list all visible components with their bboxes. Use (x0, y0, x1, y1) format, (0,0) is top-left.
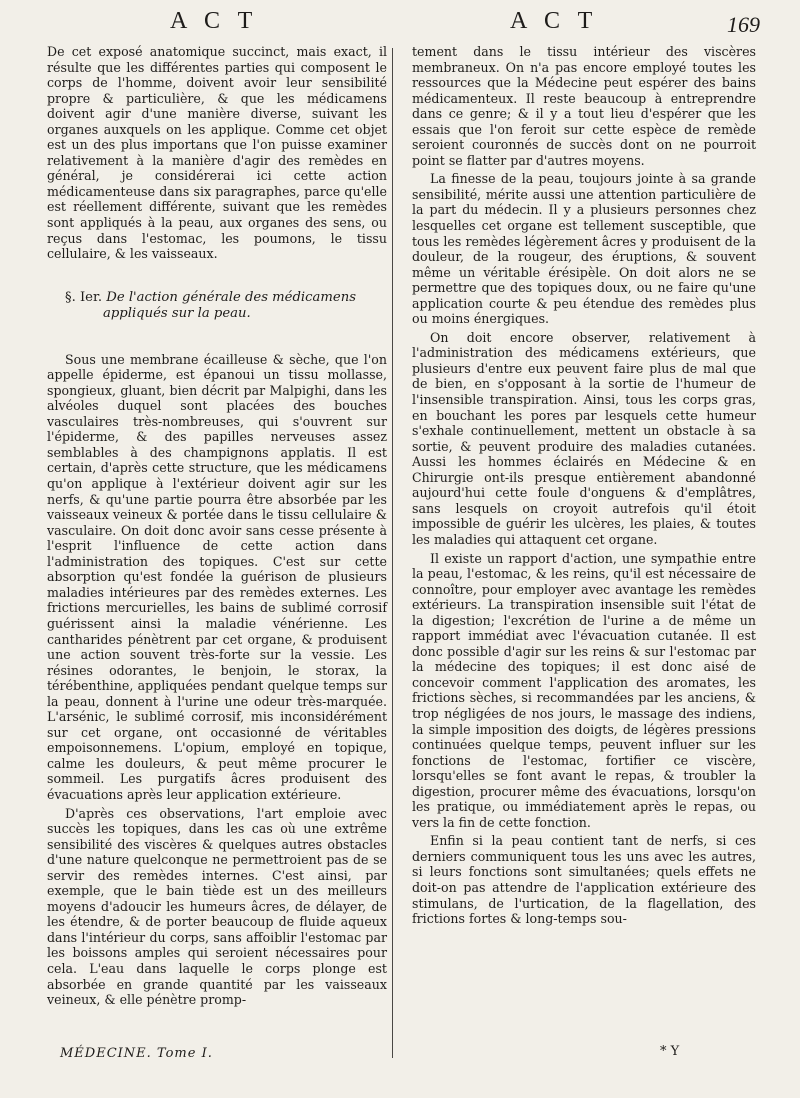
right-column (412, 44, 756, 927)
paragraph: tement dans le tissu intérieur des viscères membraneux. On n'a pas encore employé toutes les ressources que la Médecine peut espérer des bains médicamenteux. Il reste beaucoup à entreprendre dans ce genre; & il y a tout lieu d'espérer que les essais que l'on feroit sur cette espèce de remède seroient couronnés de succès dont on ne pourroit point se flatter par d'autres moyens. (412, 44, 756, 168)
running-head-right: A C T (510, 8, 599, 34)
section-heading (47, 290, 387, 322)
catchword: * Y (660, 1044, 680, 1059)
section-title-line2: appliqués sur la peau. (103, 305, 251, 321)
page-number: 169 (727, 12, 760, 37)
paragraph: La finesse de la peau, toujours jointe à sa grande sensibilité, mérite aussi une attention particulière de la part du médecin. Il y a plusieurs personnes chez lesquelles cet organe est tellement susceptible, que tous les remèdes légèrement âcres y produisent de la douleur, de la rougeur, des éruptions, & souvent même un véritable érésipèle. On doit alors ne se permettre que des topiques doux, ou ne faire qu'une application courte & peu étendue des remèdes plus ou moins énergiques. (412, 171, 756, 327)
paragraph: Sous une membrane écailleuse & sèche, que l'on appelle épiderme, est épanoui un tissu mollasse, spongieux, gluant, bien décrit par Malpighi, dans les alvéoles duquel sont placées des bouches vasculaires très-nombreuses, qui s'ouvrent sur l'épiderme, & des papilles nerveuses assez semblables à des champignons applatis. Il est certain, d'après cette structure, que les médicamens qu'on applique à l'extérieur doivent agir sur les nerfs, & qu'une partie pourra être absorbée par les vaisseaux veineux & portée dans le tissu cellulaire & vasculaire. On doit donc avoir sans cesse présente à l'esprit l'influence de cette action dans l'administration des topiques. C'est sur cette absorption qu'est fondée la guérison de plusieurs maladies intérieures par des remèdes externes. Les frictions mercurielles, les bains de sublimé corrosif guérissent ainsi la maladie vénérienne. Les cantharides pénètrent par cet organe, & produisent une action souvent très-forte sur la vessie. Les résines odorantes, le benjoin, le storax, la térébenthine, appliquées pendant quelque temps sur la peau, donnent à l'urine une odeur très-marquée. L'arsénic, le sublimé corrosif, mis inconsidérément sur cet organe, ont occasionné de véritables empoisonnemens. L'opium, employé en topique, calme les douleurs, & peut même procurer le sommeil. Les purgatifs âcres produisent des évacuations après leur application extérieure. (47, 351, 387, 802)
paragraph: Il existe un rapport d'action, une sympathie entre la peau, l'estomac, & les reins, qu'il est nécessaire de connoître, pour employer avec avantage les remèdes extérieurs. La transpiration insensible suit l'état de la digestion; l'excrétion de l'urine a de même un rapport immédiat avec l'évacuation cutanée. Il est donc possible d'agir sur les reins & sur l'estomac par la médecine des topiques; il est donc aisé de concevoir comment l'application des aromates, les frictions sèches, si recommandées par les anciens, & trop négligées de nos jours, le massage des indiens, la simple imposition des doigts, de légères pressions continuées quelque temps, peuvent influer sur les fonctions de l'estomac, fortifier ce viscère, lorsqu'elles se font avant le repas, & troubler la digestion, procurer même des évacuations, lorsqu'on les pratique, ou immédiatement après le repas, ou vers la fin de cette fonction. (412, 550, 756, 830)
column-divider (392, 48, 393, 1058)
section-title-line1: De l'action générale des médicamens (106, 289, 356, 305)
signature-mark: MÉDECINE. Tome I. (60, 1046, 213, 1061)
paragraph: D'après ces observations, l'art emploie avec succès les topiques, dans les cas où une extrême sensibilité des viscères & quelques autres obstacles d'une nature quelconque ne permettroient pas de se servir des remèdes internes. C'est ainsi, par exemple, que le bain tiède est un des meilleurs moyens d'adoucir les humeurs âcres, de délayer, de les étendre, & de porter beaucoup de fluide aqueux dans l'intérieur du corps, sans affoiblir l'estomac par les boissons amples qui seroient nécessaires pour cela. L'eau dans laquelle le corps plonge est absorbée en grande quantité par les vaisseaux veineux, & elle pénètre promp- (47, 805, 387, 1008)
section-mark: §. Ier. (65, 289, 103, 305)
paragraph: De cet exposé anatomique succinct, mais exact, il résulte que les différentes parties qui composent le corps de l'homme, doivent avoir leur sensibilité propre & particulière, & que les médicamens doivent agir d'une manière diverse, suivant les organes auxquels on les applique. Comme cet objet est un des plus importans que l'on puisse examiner relativement à la manière d'agir des remèdes en général, je considérerai ici cette action médicamenteuse dans six paragraphes, parce qu'elle est réellement différente, suivant que les remèdes sont appliqués à la peau, aux organes des sens, ou reçus dans l'estomac, les poumons, le tissu cellulaire, & les vaisseaux. (47, 44, 387, 262)
left-column (47, 44, 387, 1008)
paragraph: Enfin si la peau contient tant de nerfs, si ces derniers communiquent tous les uns avec les autres, si leurs fonctions sont simultanées; quels effets ne doit-on pas attendre de l'application extérieure des stimulans, de l'urtication, de la flagellation, des frictions fortes & long-temps sou- (412, 833, 756, 927)
paragraph: On doit encore observer, relativement à l'administration des médicamens extérieurs, que plusieurs d'entre eux peuvent faire plus de mal que de bien, en s'opposant à la sortie de l'humeur de l'insensible transpiration. Ainsi, tous les corps gras, en bouchant les pores par lesquels cette humeur s'exhale continuellement, mettent un obstacle à sa sortie, & peuvent produire des maladies cutanées. Aussi les hommes éclairés en Médecine & en Chirurgie ont-ils presque entièrement abandonné aujourd'hui cette foule d'onguens & d'emplâtres, sans lesquels on croyoit autrefois qu'il étoit impossible de guérir les ulcères, les plaies, & toutes les maladies qui attaquent cet organe. (412, 329, 756, 547)
running-head-left: A C T (170, 8, 259, 34)
